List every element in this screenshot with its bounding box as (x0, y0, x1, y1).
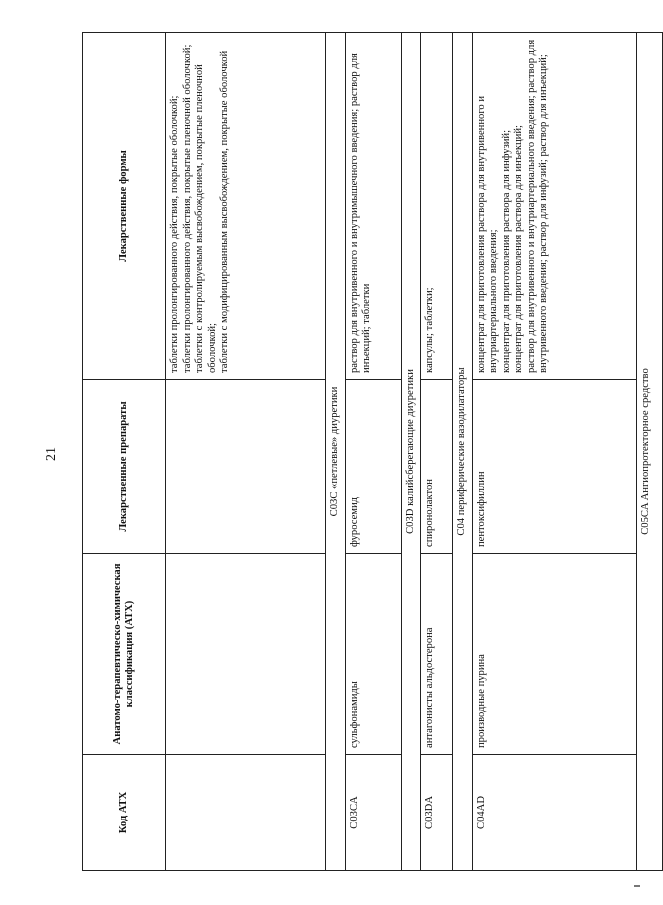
cell-empty-code (166, 755, 326, 871)
rotated-table-container (82, 33, 651, 871)
cell-forms (472, 33, 636, 380)
group-row-c04 (453, 33, 473, 871)
forms-line: таблетки с контролируемым высвобождением, покрытые пленочной оболочкой; (194, 64, 218, 373)
cell-drug: фуросемид (345, 380, 401, 554)
cell-drug: пентоксифиллин (472, 380, 636, 554)
group-label-c05ca: C05CA Ангиопротекторное средство (636, 33, 662, 871)
cell-forms: капсулы; таблетки; (421, 33, 453, 380)
cell-code: C03CA (345, 755, 401, 871)
header-drugs: Лекарственные препараты (83, 380, 166, 554)
table-header-row (83, 33, 166, 871)
table-row-c04ad (472, 33, 636, 871)
edge-mark (634, 885, 640, 887)
cell-empty-drug (166, 380, 326, 554)
header-classification: Анатомо-терапевтическо-химическая классификация (АТХ) (83, 554, 166, 755)
forms-line: таблетки пролонгированного действия, покрытые пленочной оболочкой; (181, 44, 193, 373)
forms-line: таблетки с модифицированным высвобождением, покрытые оболочкой (219, 50, 230, 373)
page-number: 21 (44, 447, 59, 461)
forms-line: раствор для внутривенного и внутриартериального введения; раствор для внутривенного введения; раствор для инфузий; раствор для инъекций; (525, 39, 549, 373)
forms-line: концентрат для приготовления раствора для инъекций; (513, 125, 524, 373)
cell-classification: антагонисты альдостерона (421, 554, 453, 755)
cell-code: C03DA (421, 755, 453, 871)
forms-line: таблетки пролонгированного действия, покрытые оболочкой; (169, 95, 180, 373)
cell-classification: производные пурина (472, 554, 636, 755)
table-row-c03da (421, 33, 453, 871)
group-row-c05ca (636, 33, 662, 871)
group-row-c03c (326, 33, 346, 871)
forms-line: концентрат для приготовления раствора для внутривенного и внутриартериального введения; (475, 95, 499, 373)
table-row-continuation (166, 33, 326, 871)
group-label-c03d: C03D калийсберегающие диуретики (401, 33, 421, 871)
cell-classification: сульфонамиды (345, 554, 401, 755)
atx-drug-table (82, 32, 663, 871)
header-forms: Лекарственные формы (83, 33, 166, 380)
cell-forms: раствор для внутривенного и внутримышечного введения; раствор для инъекций; таблетки (345, 33, 401, 380)
cell-empty-classification (166, 554, 326, 755)
rotated-table-frame (82, 33, 651, 871)
cell-continuation-forms (166, 33, 326, 380)
group-label-c03c: C03C «петлевые» диуретики (326, 33, 346, 871)
cell-code: C04AD (472, 755, 636, 871)
table-row-c03ca (345, 33, 401, 871)
group-label-c04: C04 периферические вазодилататоры (453, 33, 473, 871)
cell-drug: спиронолактон (421, 380, 453, 554)
group-row-c03d (401, 33, 421, 871)
forms-line: концентрат для приготовления раствора для инфузий; (500, 129, 512, 373)
header-code: Код АТХ (83, 755, 166, 871)
